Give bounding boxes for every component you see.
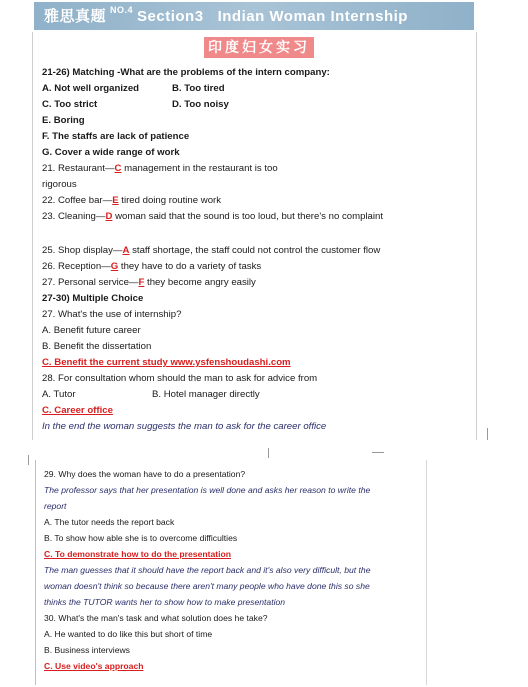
answer-23: D [105, 211, 113, 222]
banner-section: Section3 [137, 8, 204, 25]
option-e: E. Boring [42, 115, 85, 126]
q30-answer: C. Use video's approach [44, 661, 144, 671]
q29-note2: The man guesses that it should have the report back and it's also very difficult, but the [44, 565, 371, 575]
q28-answer: C. Career office [42, 405, 113, 416]
answer-22: E [112, 195, 119, 206]
item-23: 23. Cleaning—D woman said that the sound is too loud, but there's no complaint [42, 211, 384, 222]
page-one [40, 62, 470, 440]
q27-answer: C. Benefit the current study www.ysfenshoudashi.com [42, 357, 291, 368]
banner-title: Indian Woman Internship [217, 8, 408, 25]
q27-option-a: A. Benefit future career [42, 325, 141, 336]
option-g: G. Cover a wide range of work [42, 147, 180, 158]
page-two [35, 460, 427, 685]
q28-option-a: A. Tutor [42, 389, 76, 400]
q29-note2-cont: woman doesn't think so because there aren't many people who have done this so she [44, 581, 370, 591]
q29-option-b: B. To show how able she is to overcome difficulties [44, 533, 238, 543]
subtitle-box: 印度妇女实习 [204, 37, 314, 58]
item-25: 25. Shop display—A staff shortage, the staff could not control the customer flow [42, 245, 381, 256]
answer-27-matching: F [138, 277, 145, 288]
q29-note1-cont: report [44, 501, 67, 511]
option-a: A. Not well organized [42, 83, 140, 94]
option-d: D. Too noisy [172, 99, 229, 110]
corner-tick-mid [268, 448, 269, 458]
q28-note: In the end the woman suggests the man to ask for the career office [42, 421, 327, 432]
q29-option-a: A. The tutor needs the report back [44, 517, 175, 527]
q27: 27. What's the use of internship? [42, 309, 182, 320]
q29: 29. Why does the woman have to do a presentation? [44, 469, 246, 479]
q28-option-b: B. Hotel manager directly [152, 389, 260, 400]
corner-tick-right [487, 428, 488, 440]
matching-heading: 21-26) Matching -What are the problems of the intern company: [42, 67, 330, 78]
banner-number: NO.4 [110, 5, 134, 15]
answer-21: C [114, 163, 122, 174]
q29-note2-cont2: thinks the TUTOR wants her to show how to make presentation [44, 597, 286, 607]
item-21-cont: rigorous [42, 179, 77, 190]
q28: 28. For consultation whom should the man to ask for advice from [42, 373, 318, 384]
option-f: F. The staffs are lack of patience [42, 131, 190, 142]
option-b: B. Too tired [172, 83, 225, 94]
q29-note1: The professor says that her presentation is well done and asks her reason to write the [44, 485, 371, 495]
q27-option-b: B. Benefit the dissertation [42, 341, 152, 352]
page-edge-left [32, 32, 33, 440]
q30-option-a: A. He wanted to do like this but short of time [44, 629, 213, 639]
item-26: 26. Reception—G they have to do a variety of tasks [42, 261, 262, 272]
option-c: C. Too strict [42, 99, 98, 110]
q30: 30. What's the man's task and what solution does he take? [44, 613, 268, 623]
item-27-matching: 27. Personal service—F they become angry easily [42, 277, 256, 288]
q30-option-b: B. Business interviews [44, 645, 130, 655]
mc-heading: 27-30) Multiple Choice [42, 293, 144, 304]
answer-26: G [110, 261, 119, 272]
page-edge-right [476, 32, 477, 440]
corner-tick-bracket [372, 452, 384, 453]
item-22: 22. Coffee bar—E tired doing routine work [42, 195, 222, 206]
banner-brand: 雅思真题 [44, 8, 107, 25]
banner-text [44, 5, 474, 27]
q29-answer: C. To demonstrate how to do the presentation [44, 549, 231, 559]
item-21: 21. Restaurant—C management in the restaurant is too [42, 163, 278, 174]
corner-tick-left [28, 455, 29, 465]
answer-25: A [122, 245, 130, 256]
